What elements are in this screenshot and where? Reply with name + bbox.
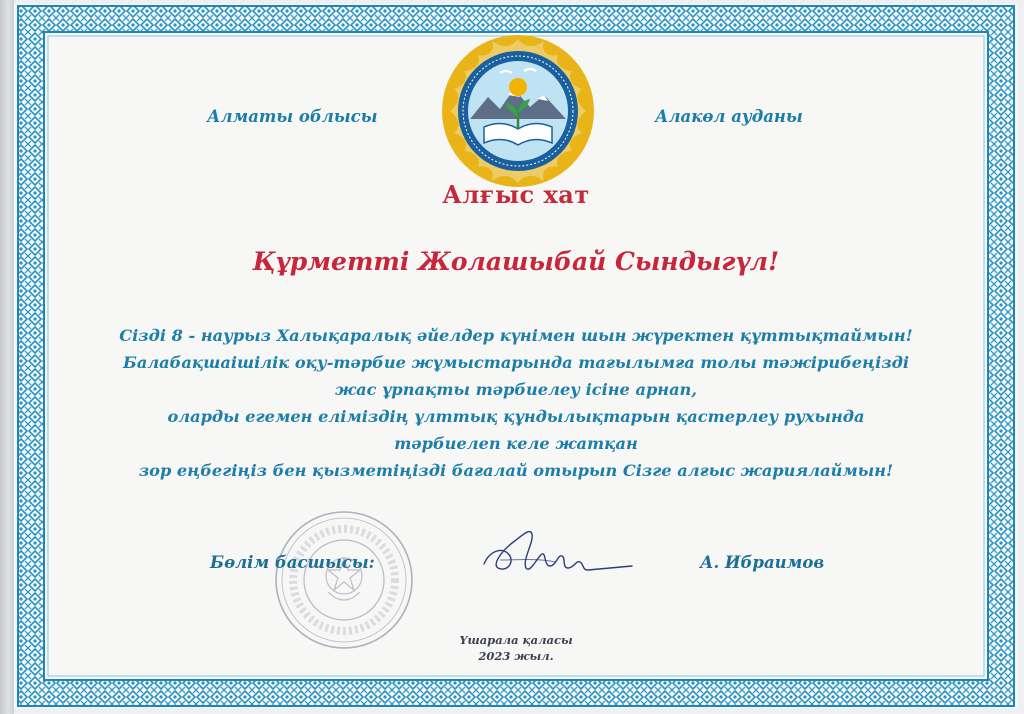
region-right-label: Алакөл ауданы <box>655 107 803 126</box>
document-title: Алғыс хат <box>442 180 590 209</box>
body-line: оларды егемен еліміздің ұлттық құндылықтарын қастерлеу рухында <box>167 407 865 426</box>
body-line: Балабақшаішілік оқу-тәрбие жұмыстарында тағылымға толы тәжірибеңізді <box>123 353 909 372</box>
issue-place-date <box>14 632 1018 664</box>
certificate-body <box>74 322 958 484</box>
signature-label: Бөлім басшысы: <box>210 553 375 572</box>
body-line: Сізді 8 - наурыз Халықаралық әйелдер күнімен шын жүректен құттықтаймын! <box>119 326 913 345</box>
handwritten-signature <box>476 520 636 584</box>
signer-name: А. Ибраимов <box>700 553 825 572</box>
district-emblem-icon <box>438 31 598 191</box>
recipient-greeting: Құрметті Жолашыбай Сындыгүл! <box>252 247 780 276</box>
body-line: жас ұрпақты тәрбиелеу ісіне арнап, <box>335 380 697 399</box>
issue-year: 2023 жыл. <box>478 649 554 663</box>
official-seal-icon <box>272 508 416 652</box>
body-line: зор еңбегіңіз бен қызметіңізді бағалай отырып Сізге алғыс жариялаймын! <box>138 461 894 480</box>
region-left-label: Алматы облысы <box>207 107 378 126</box>
issue-city: Үшарала қаласы <box>459 633 573 647</box>
certificate-sheet <box>14 4 1018 708</box>
body-line: тәрбиелеп келе жатқан <box>394 434 638 453</box>
background-edge <box>0 0 14 714</box>
